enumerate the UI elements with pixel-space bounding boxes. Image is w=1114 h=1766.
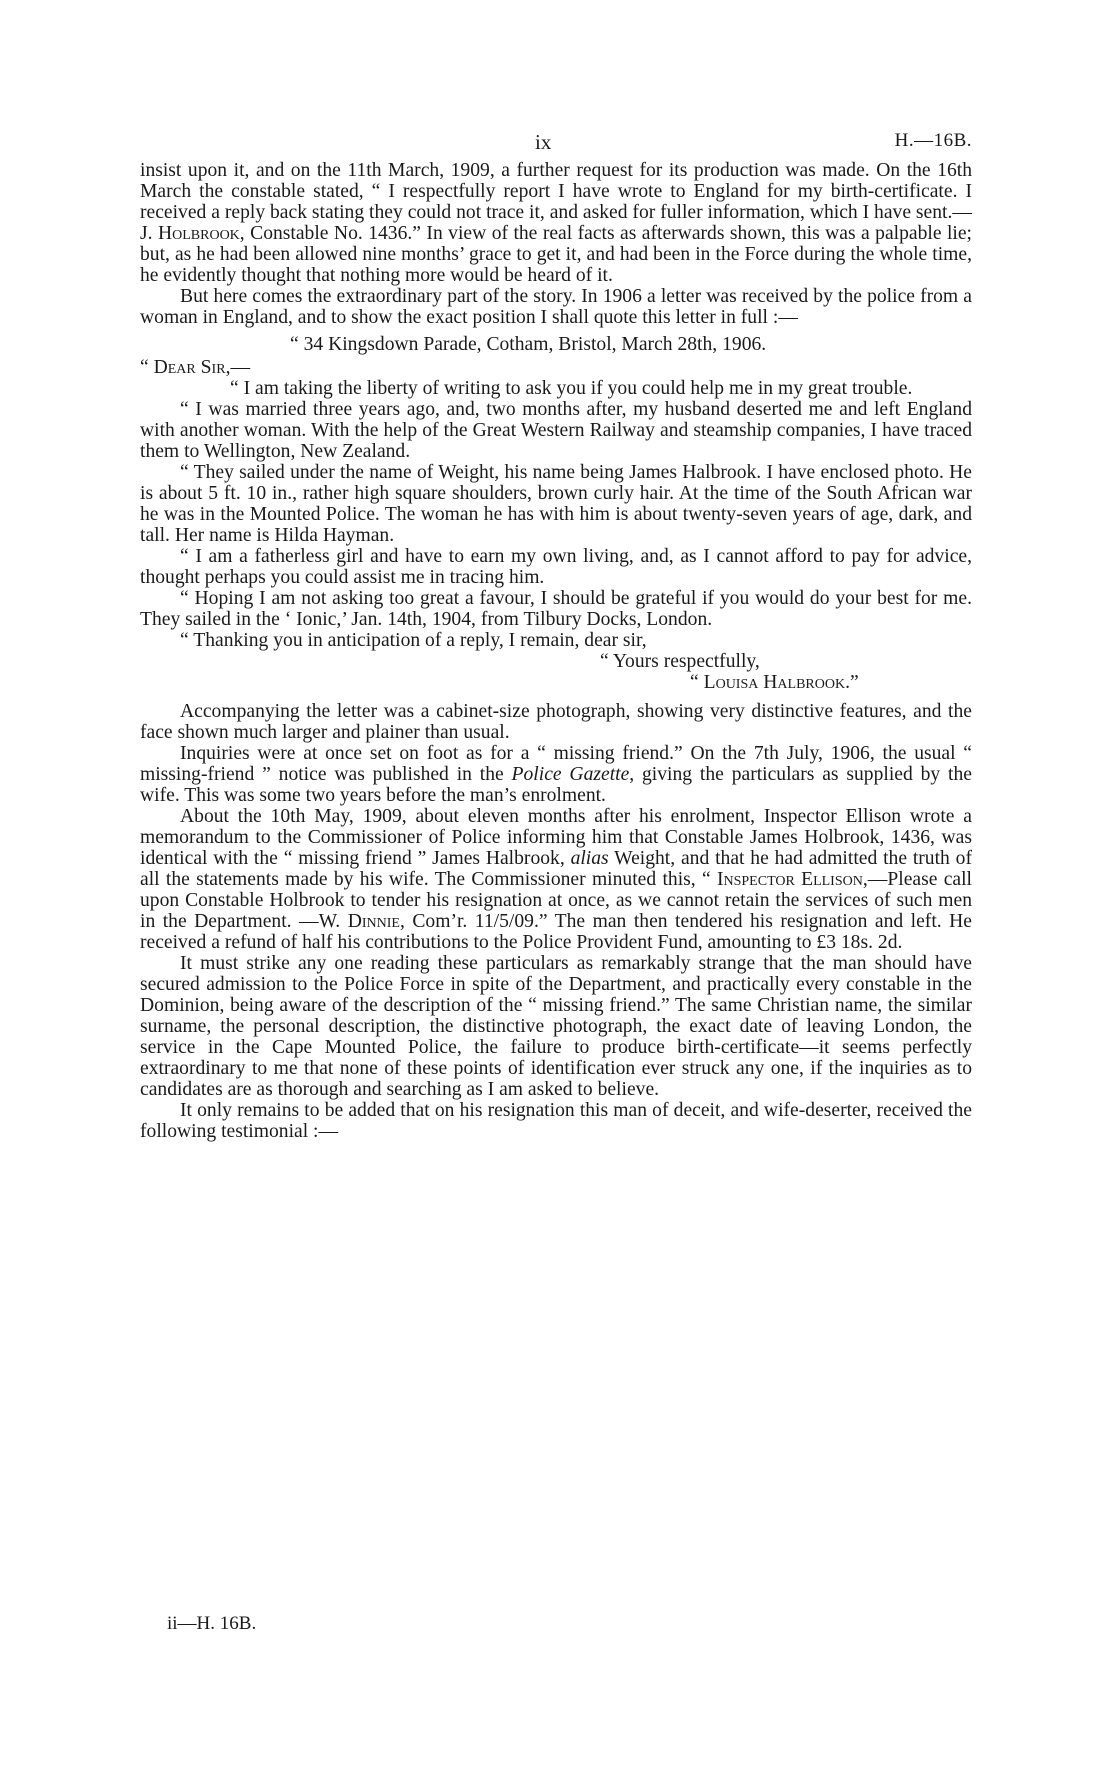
constable-name: Holbrook xyxy=(157,223,240,244)
paragraph-7: It only remains to be added that on his resignation this man of deceit, and wife-deserter, received the following testimonial :— xyxy=(140,1100,972,1142)
letter-paragraph-1: “ I am taking the liberty of writing to ask you if you could help me in my great trouble. xyxy=(230,378,913,399)
paragraph-5: About the 10th May, 1909, about eleven months after his enrolment, Inspector Ellison wrote a memorandum to the Commissioner of Police informing him that Constable James Holbrook, 1436, was identical with the “ missing friend ” James Halbrook, alias Weight, and that he had admitted the truth of all the statements made by his wife. The Commissioner minuted this, “ Inspector Ellison,—Please call upon Constable Holbrook to tender his resignation at once, as we cannot retain the services of such men in the Department. —W. Dinnie, Com’r. 11/5/09.” The man then tendered his resignation and left. He received a refund of half his contributions to the Police Provident Fund, amounting to £3 18s. 2d. xyxy=(140,806,973,953)
document-reference: H.—16B. xyxy=(894,130,972,151)
letter-paragraph-4: “ I am a fatherless girl and have to earn my own living, and, as I cannot afford to pay for advice, thought perhaps you could assist me in tracing him. xyxy=(140,546,972,588)
page-header xyxy=(0,130,1114,160)
letter-salutation: “ Dear Sir,— xyxy=(140,357,251,378)
letter-closing: “ Yours respectfully, xyxy=(600,651,760,672)
letter-paragraph-6: “ Thanking you in anticipation of a reply, I remain, dear sir, xyxy=(180,630,647,651)
publication-title: Police Gazette xyxy=(511,764,630,785)
letter-dateline: “ 34 Kingsdown Parade, Cotham, Bristol, March 28th, 1906. xyxy=(290,334,767,355)
letter-paragraph-5: “ Hoping I am not asking too great a favour, I should be grateful if you would do your best for me. They sailed in the ‘ Ionic,’ Jan. 14th, 1904, from Tilbury Docks, London. xyxy=(140,588,972,630)
letter-paragraph-2: “ I was married three years ago, and, two months after, my husband deserted me and left England with another woman. With the help of the Great Western Railway and steamship companies, I have traced them to Wellington, New Zealand. xyxy=(140,399,972,462)
letter-signature: “ Louisa Halbrook.” xyxy=(690,672,859,693)
paragraph-3: Accompanying the letter was a cabinet-size photograph, showing very distinctive features, and the face shown much larger and plainer than usual. xyxy=(140,701,972,743)
paragraph-2: But here comes the extraordinary part of the story. In 1906 a letter was received by the police from a woman in England, and to show the exact position I shall quote this letter in full :— xyxy=(140,286,972,328)
page-number: ix xyxy=(535,130,552,154)
body-text xyxy=(140,160,972,1142)
paragraph-1: insist upon it, and on the 11th March, 1909, a further request for its production was made. On the 16th March the constable stated, “ I respectfully report I have wrote to England for my birth-certificate. I received a reply back stating they could not trace it, and asked for fuller information, which I have sent.—J. Holbrook, Constable No. 1436.” In view of the real facts as afterwards shown, this was a palpable lie; but, as he had been allowed nine months’ grace to get it, and had been in the Force during the whole time, he evidently thought that nothing more would be heard of it. xyxy=(140,160,972,286)
signature-mark: ii—H. 16B. xyxy=(167,1613,257,1634)
paragraph-6: It must strike any one reading these particulars as remarkably strange that the man should have secured admission to the Police Force in spite of the Department, and practically every constable in the Dominion, being aware of the description of the “ missing friend.” The same Christian name, the similar surname, the personal description, the distinctive photograph, the exact date of leaving London, the service in the Cape Mounted Police, the failure to produce birth-certificate—it seems perfectly extraordinary to me that none of these points of identification ever struck any one, if the inquiries as to candidates are as thorough and searching as I am asked to believe. xyxy=(140,953,972,1100)
paragraph-4: Inquiries were at once set on foot as for a “ missing friend.” On the 7th July, 1906, the usual “ missing-friend ” notice was published in the Police Gazette, giving the particulars as supplied by the wife. This was some two years before the man’s enrolment. xyxy=(140,743,972,806)
letter-paragraph-3: “ They sailed under the name of Weight, his name being James Halbrook. I have enclosed photo. He is about 5 ft. 10 in., rather high square shoulders, brown curly hair. At the time of the South African war he was in the Mounted Police. The woman he has with him is about twenty-seven years of age, dark, and tall. Her name is Hilda Hayman. xyxy=(140,462,972,546)
